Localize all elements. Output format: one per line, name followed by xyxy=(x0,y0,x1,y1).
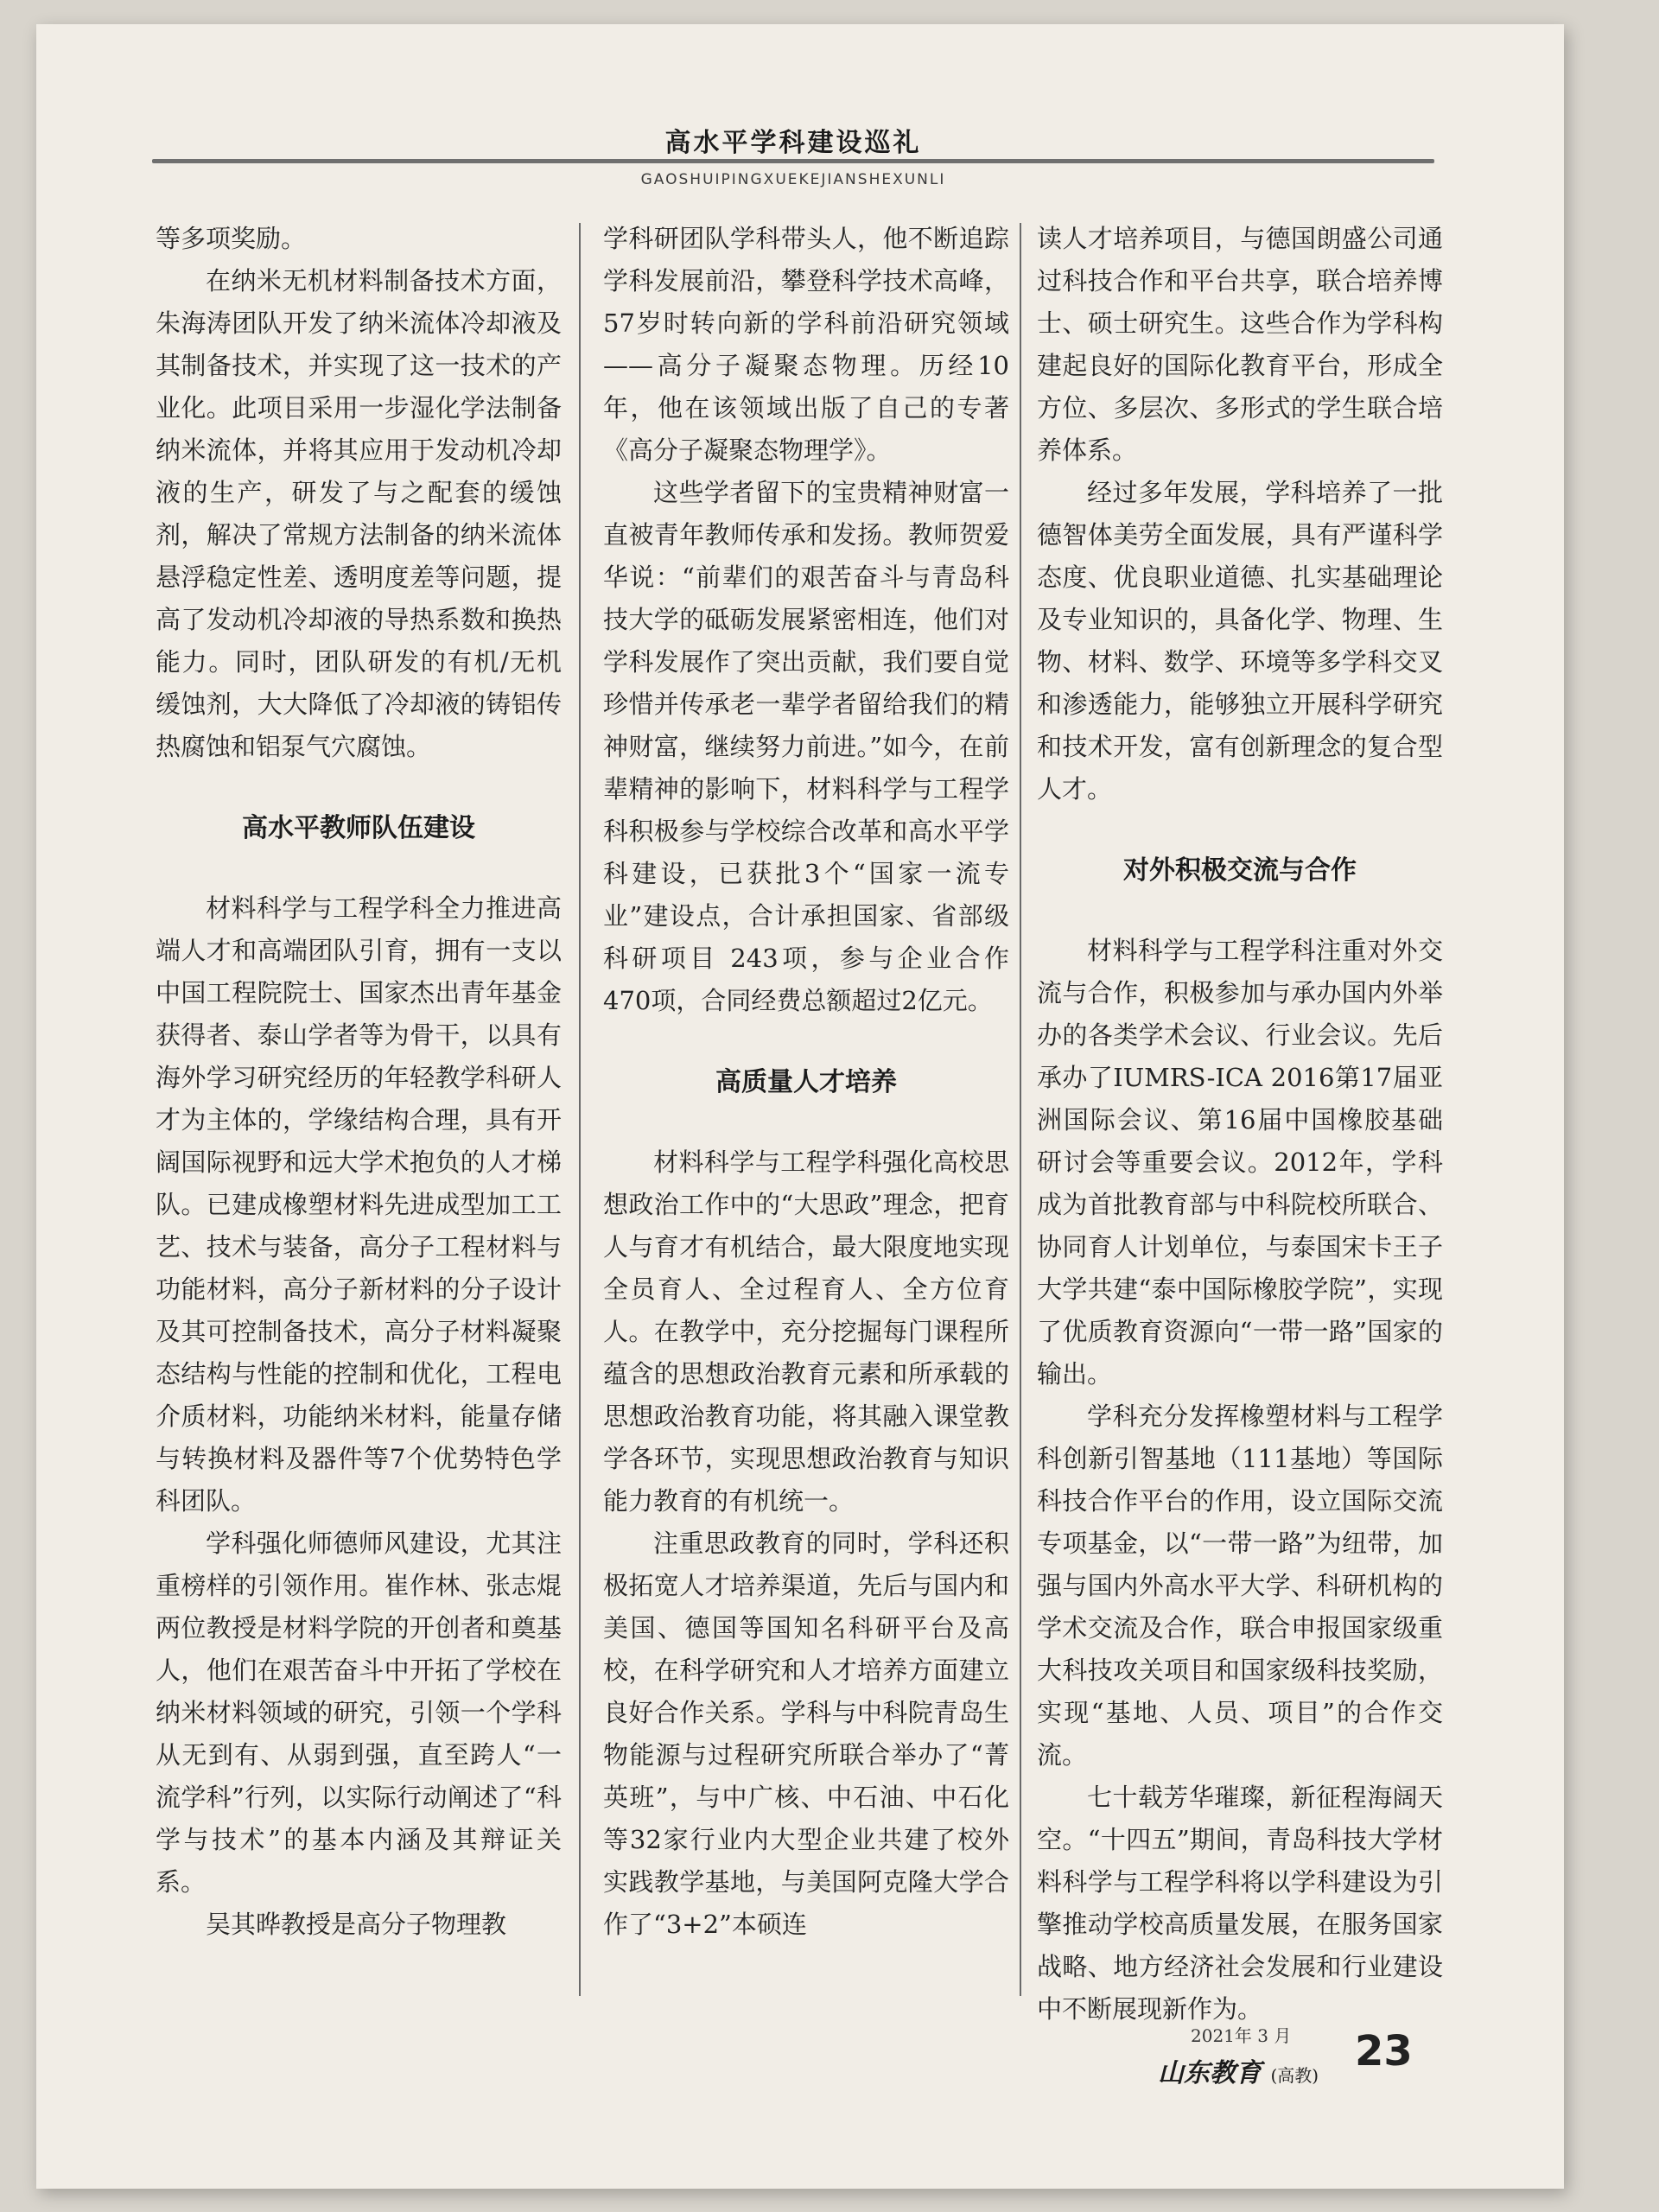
paragraph: 七十载芳华璀璨，新征程海阔天空。“十四五”期间，青岛科技大学材料科学与工程学科将以学科建设为引擎推动学校高质量发展，在服务国家战略、地方经济社会发展和行业建设中不断展现新作为。 xyxy=(1037,1783,1443,2024)
paragraph: 材料科学与工程学科注重对外交流与合作，积极参加与承办国内外举办的各类学术会议、行业会议。先后承办了IUMRS-ICA 2016第17届亚洲国际会议、第16届中国橡胶基础研讨会等重要会议。2012年，学科成为首批教育部与中科院校所联合、协同育人计划单位，与泰国宋卡王子大学共建“泰中国际橡胶学院”，实现了优质教育资源向“一带一路”国家的输出。 xyxy=(1037,936,1443,1389)
paragraph: 学科强化师德师风建设，尤其注重榜样的引领作用。崔作林、张志焜两位教授是材料学院的开创者和奠基人，他们在艰苦奋斗中开拓了学校在纳米材料领域的研究，引领一个学科从无到有、从弱到强，直至跨人“一流学科”行列，以实际行动阐述了“科学与技术”的基本内涵及其辩证关系。 xyxy=(156,1529,562,1897)
magazine-title: 山东教育 xyxy=(1158,2058,1262,2088)
issue-date: 2021年 3 月 xyxy=(1191,2025,1292,2046)
paragraph: 这些学者留下的宝贵精神财富一直被青年教师传承和发扬。教师贺爱华说：“前辈们的艰苦奋斗与青岛科技大学的砥砺发展紧密相连，他们对学科发展作了突出贡献，我们要自觉珍惜并传承老一辈学者留给我们的精神财富，继续努力前进。”如今，在前辈精神的影响下，材料科学与工程学科积极参与学校综合改革和高水平学科建设，已获批3个“国家一流专业”建设点，合计承担国家、省部级科研项目 243项，参与企业合作 470项，合同经费总额超过2亿元。 xyxy=(603,478,1009,1015)
column-divider xyxy=(1020,223,1021,1996)
section-heading: 高水平教师队伍建设 xyxy=(242,813,475,843)
section-title: 高水平学科建设巡礼 xyxy=(664,128,922,158)
paragraph: 在纳米无机材料制备技术方面，朱海涛团队开发了纳米流体冷却液及其制备技术，并实现了这一技术的产业化。此项目采用一步湿化学法制备纳米流体，并将其应用于发动机冷却液的生产，研发了与之配套的缓蚀剂，解决了常规方法制备的纳米流体悬浮稳定性差、透明度差等问题，提高了发动机冷却液的导热系数和换热能力。同时，团队研发的有机/无机缓蚀剂，大大降低了冷却液的铸铝传热腐蚀和铝泵气穴腐蚀。 xyxy=(156,266,562,761)
paragraph: 学科充分发挥橡塑材料与工程学科创新引智基地（111基地）等国际科技合作平台的作用，设立国际交流专项基金，以“一带一路”为纽带，加强与国内外高水平大学、科研机构的学术交流及合作，联合申报国家级重大科技攻关项目和国家级科技奖励，实现“基地、人员、项目”的合作交流。 xyxy=(1037,1402,1443,1770)
paragraph: 读人才培养项目，与德国朗盛公司通过科技合作和平台共享，联合培养博士、硕士研究生。这些合作为学科构建起良好的国际化教育平台，形成全方位、多层次、多形式的学生联合培养体系。 xyxy=(1037,224,1443,465)
page-header xyxy=(152,121,1434,199)
paragraph: 等多项奖励。 xyxy=(156,224,307,253)
column-divider xyxy=(579,223,581,1996)
article-column-1 xyxy=(156,218,562,1946)
section-heading: 高质量人才培养 xyxy=(715,1067,897,1097)
magazine-edition: (高教) xyxy=(1270,2065,1319,2086)
article-column-3 xyxy=(1037,218,1443,2031)
magazine-name xyxy=(1158,2051,1319,2089)
paragraph: 材料科学与工程学科强化高校思想政治工作中的“大思政”理念，把育人与育才有机结合，最大限度地实现全员育人、全过程育人、全方位育人。在教学中，充分挖掘每门课程所蕴含的思想政治教育元素和所承载的思想政治教育功能，将其融入课堂教学各环节，实现思想政治教育与知识能力教育的有机统一。 xyxy=(603,1147,1009,1516)
paragraph: 材料科学与工程学科全力推进高端人才和高端团队引育，拥有一支以中国工程院院士、国家杰出青年基金获得者、泰山学者等为骨干，以具有海外学习研究经历的年轻教学科研人才为主体的，学缘结构合理，具有开阔国际视野和远大学术抱负的人才梯队。已建成橡塑材料先进成型加工工艺、技术与装备，高分子工程材料与功能材料，高分子新材料的分子设计及其可控制备技术，高分子材料凝聚态结构与性能的控制和优化，工程电介质材料，功能纳米材料，能量存储与转换材料及器件等7个优势特色学科团队。 xyxy=(156,893,562,1516)
page-number: 23 xyxy=(1355,2027,1413,2075)
paragraph: 注重思政教育的同时，学科还积极拓宽人才培养渠道，先后与国内和美国、德国等国知名科研平台及高校，在科学研究和人才培养方面建立良好合作关系。学科与中科院青岛生物能源与过程研究所联合举办了“菁英班”，与中广核、中石油、中石化等32家行业内大型企业共建了校外实践教学基地，与美国阿克隆大学合作了“3+2”本硕连 xyxy=(603,1529,1009,1939)
paragraph: 吴其晔教授是高分子物理教 xyxy=(206,1910,507,1939)
paragraph: 经过多年发展，学科培养了一批德智体美劳全面发展，具有严谨科学态度、优良职业道德、扎实基础理论及专业知识的，具备化学、物理、生物、材料、数学、环境等多学科交叉和渗透能力，能够独立开展科学研究和技术开发，富有创新理念的复合型人才。 xyxy=(1037,478,1443,804)
section-heading: 对外积极交流与合作 xyxy=(1123,855,1357,886)
header-rule xyxy=(152,159,1434,163)
section-pinyin: GAOSHUIPINGXUEKEJIANSHEXUNLI xyxy=(640,171,946,188)
paragraph: 学科研团队学科带头人，他不断追踪学科发展前沿，攀登科学技术高峰，57岁时转向新的学科前沿研究领域——高分子凝聚态物理。历经10年，他在该领域出版了自己的专著《高分子凝聚态物理学》。 xyxy=(603,224,1009,465)
article-column-2 xyxy=(603,218,1009,1946)
